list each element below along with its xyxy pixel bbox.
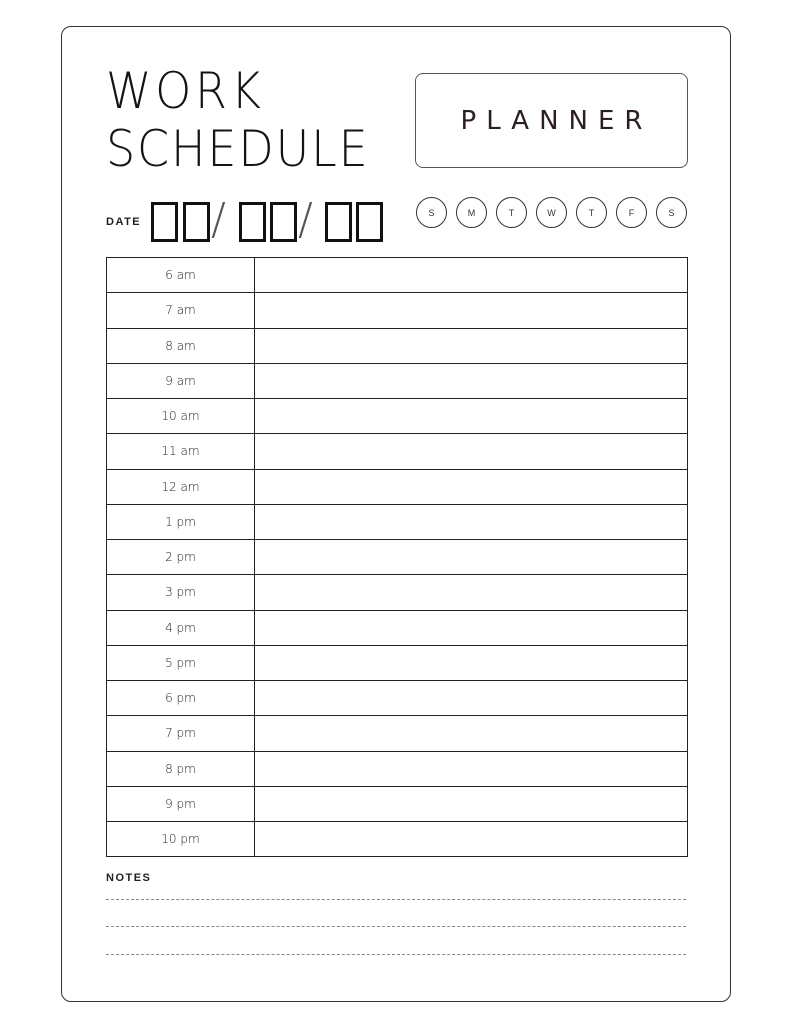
time-label: 11 am — [107, 434, 255, 469]
schedule-entry-cell[interactable] — [255, 575, 688, 610]
date-month-digit-1[interactable] — [239, 202, 266, 242]
schedule-entry-cell[interactable] — [255, 469, 688, 504]
time-label: 10 am — [107, 399, 255, 434]
schedule-entry-cell[interactable] — [255, 645, 688, 680]
date-day-digit-1[interactable] — [151, 202, 178, 242]
schedule-entry-cell[interactable] — [255, 258, 688, 293]
time-label: 4 pm — [107, 610, 255, 645]
schedule-entry-cell[interactable] — [255, 822, 688, 857]
notes-line[interactable] — [106, 899, 686, 900]
date-year-digit-1[interactable] — [325, 202, 352, 242]
time-label: 5 pm — [107, 645, 255, 680]
schedule-row — [107, 540, 688, 575]
schedule-row — [107, 645, 688, 680]
schedule-entry-cell[interactable] — [255, 716, 688, 751]
schedule-row — [107, 434, 688, 469]
title-work: WORK — [106, 62, 265, 120]
schedule-row — [107, 822, 688, 857]
date-separator: / — [298, 194, 313, 245]
weekday-circle[interactable]: M — [456, 197, 487, 228]
notes-line[interactable] — [106, 954, 686, 955]
date-year-digit-2[interactable] — [356, 202, 383, 242]
schedule-row — [107, 399, 688, 434]
schedule-entry-cell[interactable] — [255, 434, 688, 469]
weekday-circle[interactable]: F — [616, 197, 647, 228]
schedule-entry-cell[interactable] — [255, 751, 688, 786]
time-label: 9 am — [107, 363, 255, 398]
notes-label: NOTES — [106, 872, 152, 884]
planner-badge — [415, 73, 688, 168]
weekday-circle[interactable]: S — [656, 197, 687, 228]
notes-line[interactable] — [106, 926, 686, 927]
time-label: 7 pm — [107, 716, 255, 751]
time-label: 3 pm — [107, 575, 255, 610]
schedule-row — [107, 716, 688, 751]
schedule-entry-cell[interactable] — [255, 540, 688, 575]
schedule-entry-cell[interactable] — [255, 681, 688, 716]
planner-label: PLANNER — [460, 105, 653, 136]
time-label: 10 pm — [107, 822, 255, 857]
schedule-entry-cell[interactable] — [255, 610, 688, 645]
time-label: 2 pm — [107, 540, 255, 575]
weekday-circle[interactable]: S — [416, 197, 447, 228]
schedule-entry-cell[interactable] — [255, 504, 688, 539]
schedule-entry-cell[interactable] — [255, 363, 688, 398]
schedule-row — [107, 258, 688, 293]
schedule-entry-cell[interactable] — [255, 786, 688, 821]
weekday-circle[interactable]: W — [536, 197, 567, 228]
time-label: 12 am — [107, 469, 255, 504]
date-label: DATE — [106, 216, 142, 228]
schedule-entry-cell[interactable] — [255, 293, 688, 328]
time-label: 1 pm — [107, 504, 255, 539]
date-separator: / — [211, 194, 226, 245]
schedule-row — [107, 293, 688, 328]
schedule-row — [107, 681, 688, 716]
weekday-circle[interactable]: T — [496, 197, 527, 228]
schedule-row — [107, 575, 688, 610]
schedule-row — [107, 786, 688, 821]
schedule-row — [107, 363, 688, 398]
time-label: 7 am — [107, 293, 255, 328]
date-month-digit-2[interactable] — [270, 202, 297, 242]
schedule-table — [106, 257, 688, 857]
time-label: 8 pm — [107, 751, 255, 786]
schedule-row — [107, 610, 688, 645]
time-label: 6 pm — [107, 681, 255, 716]
date-day-digit-2[interactable] — [183, 202, 210, 242]
schedule-row — [107, 504, 688, 539]
weekday-circle[interactable]: T — [576, 197, 607, 228]
schedule-entry-cell[interactable] — [255, 399, 688, 434]
time-label: 8 am — [107, 328, 255, 363]
time-label: 9 pm — [107, 786, 255, 821]
schedule-entry-cell[interactable] — [255, 328, 688, 363]
time-label: 6 am — [107, 258, 255, 293]
schedule-row — [107, 328, 688, 363]
schedule-row — [107, 469, 688, 504]
schedule-row — [107, 751, 688, 786]
title-schedule: SCHEDULE — [106, 120, 370, 178]
